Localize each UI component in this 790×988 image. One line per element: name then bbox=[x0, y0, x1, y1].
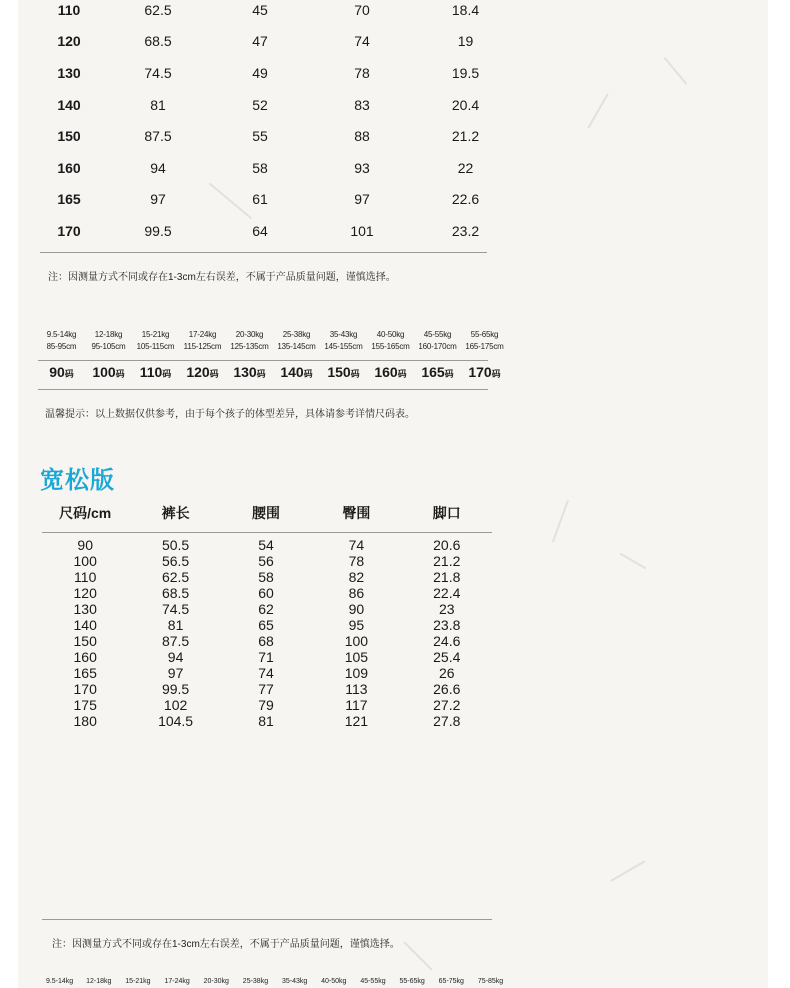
table-cell: 62 bbox=[258, 601, 274, 617]
table-cell: 97 bbox=[354, 191, 370, 208]
table-row bbox=[40, 617, 492, 633]
table-cell: 62.5 bbox=[144, 1, 172, 18]
table-cell: 170 bbox=[57, 222, 81, 239]
size-code-row bbox=[38, 364, 508, 380]
size-code bbox=[85, 364, 132, 380]
size-code-suffix: 码 bbox=[256, 369, 266, 379]
table-divider bbox=[42, 919, 492, 920]
table-row bbox=[40, 553, 492, 569]
table-row bbox=[40, 649, 492, 665]
weight-range: 35-43kg bbox=[329, 330, 358, 339]
table-cell: 78 bbox=[348, 553, 365, 569]
table-cell: 101 bbox=[350, 222, 374, 239]
table-cell: 21.8 bbox=[433, 569, 461, 585]
table-cell: 49 bbox=[252, 64, 268, 81]
table-cell: 150 bbox=[73, 633, 97, 649]
table-cell: 58 bbox=[252, 159, 268, 176]
table-row bbox=[40, 569, 492, 585]
table-row bbox=[40, 26, 509, 58]
table-cell: 47 bbox=[252, 33, 268, 50]
table-cell: 130 bbox=[57, 64, 81, 81]
table-cell: 23 bbox=[438, 601, 455, 617]
measurement-note: 注：因测量方式不同或存在1-3cm左右误差，不属于产品质量问题，谨慎选择。 bbox=[48, 272, 396, 283]
table-cell: 23.2 bbox=[451, 222, 480, 239]
size-code bbox=[38, 364, 85, 380]
table-cell: 24.6 bbox=[433, 633, 461, 649]
table-cell: 90 bbox=[77, 537, 93, 553]
loose-table-header bbox=[40, 503, 492, 523]
height-range: 165-175cm bbox=[465, 342, 504, 351]
weight-range: 55-65kg bbox=[470, 330, 499, 339]
weight-range: 12-18kg bbox=[94, 330, 123, 339]
table-cell: 71 bbox=[258, 649, 274, 665]
guide-divider bbox=[38, 389, 488, 390]
weight-range: 15-21kg bbox=[125, 978, 151, 985]
height-range: 115-125cm bbox=[183, 342, 222, 351]
paper-fiber bbox=[552, 500, 569, 543]
weight-range: 65-75kg bbox=[438, 978, 464, 985]
weight-range: 20-30kg bbox=[203, 978, 229, 985]
size-code-value: 170 bbox=[468, 364, 492, 380]
size-code-value: 90 bbox=[49, 364, 65, 380]
table-cell: 102 bbox=[163, 697, 188, 713]
table-cell: 82 bbox=[348, 569, 365, 585]
table-cell: 21.2 bbox=[451, 128, 480, 145]
weight-range: 17-24kg bbox=[164, 978, 190, 985]
table-cell: 45 bbox=[252, 1, 268, 18]
weight-range: 9.5-14kg bbox=[46, 330, 77, 339]
height-range: 95-105cm bbox=[91, 342, 126, 351]
table-cell: 19.5 bbox=[451, 64, 480, 81]
table-row bbox=[40, 633, 492, 649]
table-cell: 52 bbox=[252, 96, 268, 113]
paper-fiber bbox=[403, 941, 433, 971]
size-code-value: 165 bbox=[421, 364, 445, 380]
table-cell: 140 bbox=[57, 96, 81, 113]
table-cell: 26 bbox=[438, 665, 455, 681]
height-range: 105-115cm bbox=[136, 342, 175, 351]
size-code-suffix: 码 bbox=[162, 369, 172, 379]
weight-range: 75-85kg bbox=[477, 978, 504, 985]
paper-fiber bbox=[663, 57, 687, 85]
table-cell: 55 bbox=[252, 128, 268, 145]
height-range-row bbox=[38, 341, 508, 353]
table-divider bbox=[40, 252, 487, 253]
size-code-value: 110 bbox=[139, 364, 163, 380]
table-cell: 58 bbox=[258, 569, 274, 585]
table-cell: 130 bbox=[73, 601, 97, 617]
table-cell: 21.2 bbox=[433, 553, 461, 569]
size-code-suffix: 码 bbox=[303, 369, 313, 379]
table-cell: 74 bbox=[348, 537, 365, 553]
height-range: 135-145cm bbox=[277, 342, 316, 351]
size-code-value: 120 bbox=[186, 364, 210, 380]
table-cell: 113 bbox=[345, 681, 368, 697]
table-cell: 74.5 bbox=[161, 601, 190, 617]
paper-fiber bbox=[620, 553, 647, 570]
column-header: 腰围 bbox=[251, 505, 280, 521]
size-code-suffix: 码 bbox=[209, 369, 219, 379]
weight-range: 40-50kg bbox=[376, 330, 405, 339]
size-code bbox=[132, 364, 179, 380]
bottom-weight-row bbox=[40, 978, 510, 985]
table-row bbox=[40, 601, 492, 617]
table-cell: 27.2 bbox=[433, 697, 461, 713]
table-cell: 117 bbox=[345, 697, 368, 713]
weight-range: 45-55kg bbox=[423, 330, 452, 339]
table-cell: 68.5 bbox=[144, 33, 172, 50]
size-code bbox=[414, 364, 461, 380]
table-cell: 27.8 bbox=[433, 713, 461, 729]
table-cell: 87.5 bbox=[144, 128, 172, 145]
table-cell: 23.8 bbox=[433, 617, 461, 633]
table-cell: 93 bbox=[354, 159, 370, 176]
table-cell: 104.5 bbox=[158, 713, 194, 729]
table-row bbox=[40, 697, 492, 713]
loose-size-table bbox=[40, 537, 492, 729]
size-code-suffix: 码 bbox=[350, 369, 360, 379]
table-cell: 99.5 bbox=[161, 681, 190, 697]
measurement-note: 注：因测量方式不同或存在1-3cm左右误差，不属于产品质量问题，谨慎选择。 bbox=[52, 939, 400, 950]
table-cell: 54 bbox=[258, 537, 274, 553]
table-row bbox=[40, 215, 509, 247]
table-cell: 100 bbox=[73, 553, 97, 569]
table-cell: 60 bbox=[258, 585, 274, 601]
table-cell: 18.4 bbox=[451, 1, 480, 18]
table-cell: 56 bbox=[258, 553, 274, 569]
table-cell: 175 bbox=[73, 697, 97, 713]
weight-range: 20-30kg bbox=[235, 330, 264, 339]
table-cell: 62.5 bbox=[161, 569, 190, 585]
size-code bbox=[461, 364, 508, 380]
weight-range: 35-43kg bbox=[281, 978, 308, 985]
table-cell: 165 bbox=[57, 191, 81, 208]
table-cell: 121 bbox=[344, 713, 369, 729]
table-cell: 78 bbox=[354, 64, 370, 81]
table-cell: 87.5 bbox=[161, 633, 190, 649]
guide-divider bbox=[38, 360, 488, 361]
table-cell: 65 bbox=[258, 617, 274, 633]
weight-range: 17-24kg bbox=[188, 330, 217, 339]
table-row bbox=[40, 713, 492, 729]
size-code-suffix: 码 bbox=[64, 369, 74, 379]
table-row bbox=[40, 57, 509, 89]
table-cell: 22.4 bbox=[433, 585, 461, 601]
table-cell: 160 bbox=[57, 159, 81, 176]
table-cell: 150 bbox=[57, 128, 81, 145]
table-cell: 110 bbox=[57, 1, 81, 18]
table-cell: 170 bbox=[73, 681, 97, 697]
table-cell: 74.5 bbox=[144, 64, 172, 81]
weight-range: 9.5-14kg bbox=[45, 978, 74, 985]
size-code bbox=[179, 364, 226, 380]
table-cell: 77 bbox=[258, 681, 274, 697]
section-title: 宽松版 bbox=[40, 467, 115, 494]
column-header: 臀围 bbox=[342, 505, 371, 521]
table-cell: 50.5 bbox=[161, 537, 190, 553]
table-cell: 86 bbox=[348, 585, 365, 601]
table-cell: 120 bbox=[57, 33, 81, 50]
weight-range: 25-38kg bbox=[282, 330, 311, 339]
size-code-suffix: 码 bbox=[115, 369, 125, 379]
size-table-top bbox=[40, 0, 509, 247]
table-cell: 20.4 bbox=[451, 96, 480, 113]
table-cell: 109 bbox=[344, 665, 369, 681]
table-cell: 140 bbox=[73, 617, 97, 633]
table-cell: 95 bbox=[348, 617, 365, 633]
size-tip: 温馨提示：以上数据仅供参考，由于每个孩子的体型差异，具体请参考详情尺码表。 bbox=[45, 409, 415, 420]
table-cell: 22 bbox=[457, 159, 474, 176]
table-cell: 61 bbox=[252, 191, 268, 208]
table-cell: 56.5 bbox=[161, 553, 190, 569]
size-code-value: 150 bbox=[327, 364, 351, 380]
table-row bbox=[40, 184, 509, 216]
size-code-value: 160 bbox=[374, 364, 398, 380]
weight-range: 15-21kg bbox=[141, 330, 170, 339]
table-row bbox=[40, 152, 509, 184]
size-code bbox=[367, 364, 414, 380]
table-cell: 99.5 bbox=[144, 222, 172, 239]
weight-range: 12-18kg bbox=[86, 978, 112, 985]
table-cell: 64 bbox=[252, 222, 268, 239]
weight-range: 45-55kg bbox=[360, 978, 386, 985]
size-code bbox=[273, 364, 320, 380]
table-cell: 105 bbox=[344, 649, 369, 665]
table-cell: 81 bbox=[150, 96, 166, 113]
table-cell: 180 bbox=[73, 713, 97, 729]
table-cell: 81 bbox=[167, 617, 184, 633]
table-row bbox=[40, 681, 492, 697]
table-row bbox=[40, 537, 492, 553]
size-code-suffix: 码 bbox=[444, 369, 454, 379]
table-cell: 110 bbox=[74, 569, 97, 585]
table-cell: 83 bbox=[354, 96, 370, 113]
table-row bbox=[40, 0, 509, 26]
column-header: 尺码/cm bbox=[59, 505, 112, 521]
size-code bbox=[226, 364, 273, 380]
table-cell: 88 bbox=[354, 128, 370, 145]
table-cell: 25.4 bbox=[433, 649, 461, 665]
height-range: 160-170cm bbox=[418, 342, 457, 351]
weight-range: 55-65kg bbox=[399, 978, 425, 985]
table-cell: 74 bbox=[258, 665, 274, 681]
height-range: 85-95cm bbox=[46, 342, 77, 351]
table-row bbox=[40, 120, 509, 152]
table-cell: 94 bbox=[150, 159, 166, 176]
table-cell: 100 bbox=[344, 633, 369, 649]
table-cell: 79 bbox=[258, 697, 274, 713]
height-range: 155-165cm bbox=[371, 342, 410, 351]
paper-fiber bbox=[587, 93, 609, 129]
weight-range: 40-50kg bbox=[321, 978, 347, 985]
table-cell: 120 bbox=[73, 585, 97, 601]
table-cell: 74 bbox=[354, 33, 370, 50]
height-range: 125-135cm bbox=[230, 342, 269, 351]
table-cell: 165 bbox=[73, 665, 97, 681]
table-cell: 81 bbox=[258, 713, 274, 729]
table-cell: 70 bbox=[354, 1, 370, 18]
height-range: 145-155cm bbox=[324, 342, 363, 351]
table-cell: 19 bbox=[457, 33, 474, 50]
table-cell: 94 bbox=[167, 649, 184, 665]
weight-range: 25-38kg bbox=[242, 978, 269, 985]
table-row bbox=[40, 89, 509, 121]
table-cell: 22.6 bbox=[451, 191, 480, 208]
table-cell: 26.6 bbox=[433, 681, 461, 697]
table-cell: 20.6 bbox=[433, 537, 461, 553]
size-code-suffix: 码 bbox=[491, 369, 501, 379]
table-cell: 97 bbox=[150, 191, 166, 208]
table-cell: 160 bbox=[73, 649, 97, 665]
paper-fiber bbox=[610, 860, 646, 882]
size-code bbox=[320, 364, 367, 380]
size-code-value: 100 bbox=[92, 364, 116, 380]
size-chart-page bbox=[18, 0, 768, 988]
table-row bbox=[40, 665, 492, 681]
table-cell: 97 bbox=[167, 665, 184, 681]
table-cell: 68 bbox=[258, 633, 274, 649]
table-cell: 68.5 bbox=[161, 585, 190, 601]
column-header: 裤长 bbox=[161, 505, 190, 521]
table-cell: 90 bbox=[348, 601, 365, 617]
column-header: 脚口 bbox=[432, 505, 461, 521]
size-code-value: 130 bbox=[233, 364, 257, 380]
header-divider bbox=[42, 532, 492, 533]
table-row bbox=[40, 585, 492, 601]
size-code-value: 140 bbox=[280, 364, 304, 380]
size-code-suffix: 码 bbox=[397, 369, 407, 379]
weight-range-row bbox=[38, 329, 508, 341]
